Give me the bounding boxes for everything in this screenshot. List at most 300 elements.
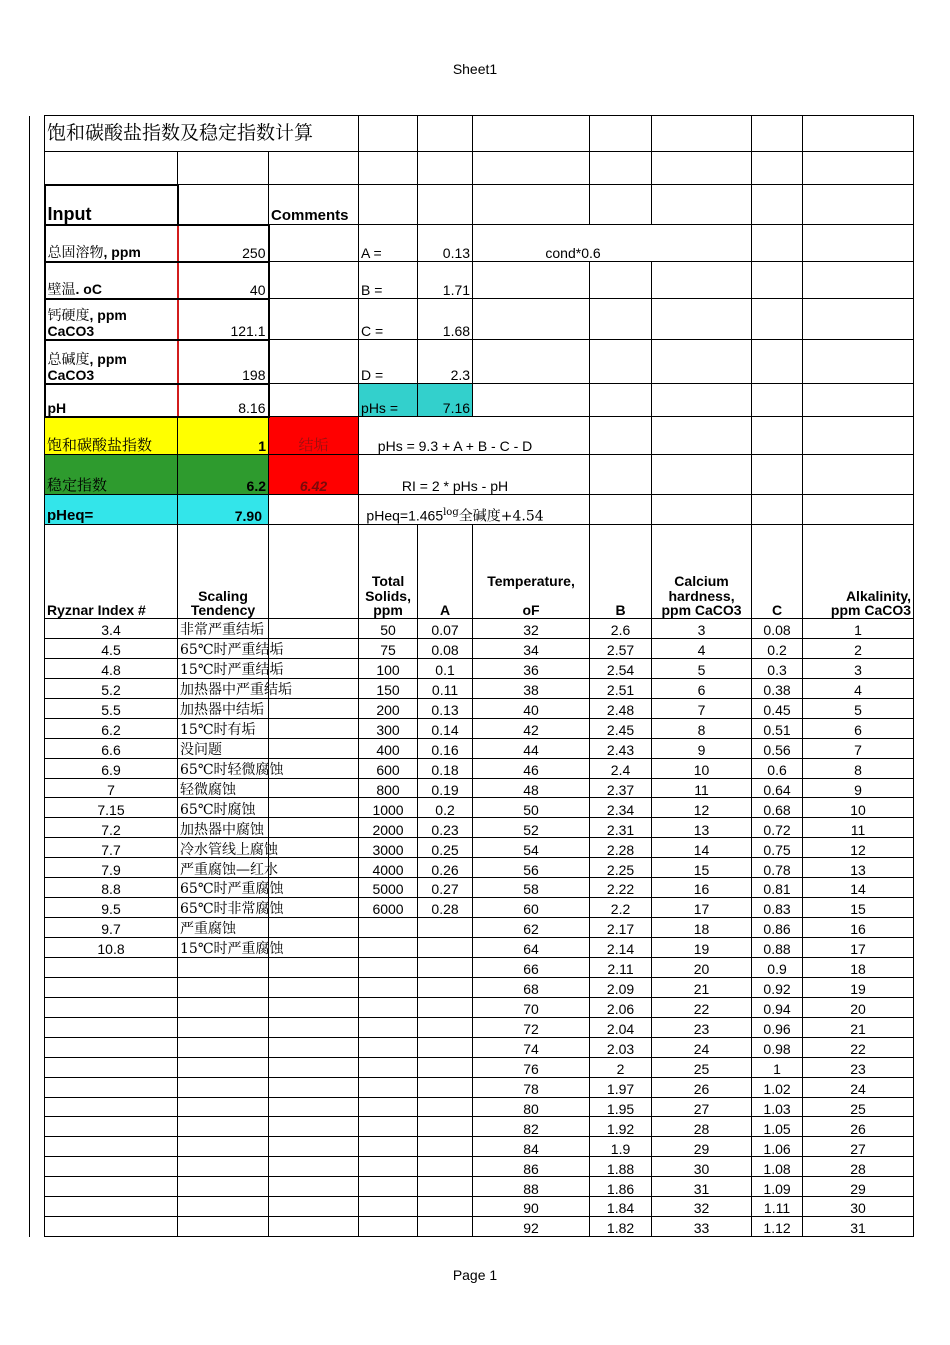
calcium-cell: 20 [652, 957, 752, 977]
blank-cell [269, 997, 359, 1017]
calcium-cell: 18 [652, 918, 752, 938]
input-value-alkalinity[interactable]: 198 [178, 340, 269, 384]
calcium-cell: 25 [652, 1057, 752, 1077]
alkalinity-cell: 29 [803, 1177, 914, 1197]
a-value-cell [418, 1097, 473, 1117]
param-b-value: 1.71 [418, 262, 473, 299]
c-value-cell: 1.09 [752, 1177, 803, 1197]
total-solids-cell: 800 [359, 778, 418, 798]
c-value-cell: 0.92 [752, 977, 803, 997]
total-solids-cell [359, 1157, 418, 1177]
temperature-cell: 36 [473, 658, 590, 678]
gutter-cell [30, 938, 45, 958]
c-value-cell: 1.03 [752, 1097, 803, 1117]
scaling-tendency-cell [178, 1017, 269, 1037]
b-value-cell: 2 [590, 1057, 652, 1077]
gutter-cell [30, 1197, 45, 1217]
a-value-cell [418, 1217, 473, 1237]
ryznar-index-cell: 6.9 [45, 758, 178, 778]
ryznar-index-cell: 3.4 [45, 619, 178, 639]
total-solids-cell: 4000 [359, 858, 418, 878]
calcium-cell: 13 [652, 818, 752, 838]
param-d-label: D = [359, 340, 418, 384]
gutter-cell [30, 658, 45, 678]
alkalinity-cell: 11 [803, 818, 914, 838]
blank-cell [269, 798, 359, 818]
a-value-cell: 0.08 [418, 638, 473, 658]
b-value-cell: 2.54 [590, 658, 652, 678]
total-solids-cell: 200 [359, 698, 418, 718]
scaling-tendency-cell: 加热器中结垢 [178, 698, 269, 718]
blank-cell [269, 718, 359, 738]
scaling-tendency-cell: 65℃时严重结垢 [178, 638, 269, 658]
c-value-cell: 1.02 [752, 1077, 803, 1097]
lookup-row [30, 1177, 914, 1197]
lookup-row [30, 957, 914, 977]
a-value-cell: 0.27 [418, 878, 473, 898]
lookup-row [30, 718, 914, 738]
c-value-cell: 0.51 [752, 718, 803, 738]
blank-cell [269, 1077, 359, 1097]
lsi-value: 1 [178, 417, 269, 455]
spreadsheet-table [29, 115, 914, 1237]
temperature-cell: 66 [473, 957, 590, 977]
temperature-cell: 54 [473, 838, 590, 858]
total-solids-cell [359, 1177, 418, 1197]
param-a-value: 0.13 [418, 225, 473, 262]
ryznar-index-cell: 4.8 [45, 658, 178, 678]
scaling-tendency-cell [178, 957, 269, 977]
ryznar-index-cell: 7.9 [45, 858, 178, 878]
pheq-formula: $pHeq=1.465^{log}$全碱度+4.54 [359, 495, 590, 525]
b-value-cell: 2.03 [590, 1037, 652, 1057]
ryznar-index-cell: 9.5 [45, 898, 178, 918]
a-value-cell [418, 957, 473, 977]
total-solids-cell: 3000 [359, 838, 418, 858]
alkalinity-cell: 28 [803, 1157, 914, 1177]
scaling-tendency-cell: 15℃时严重腐蚀 [178, 938, 269, 958]
c-value-cell: 0.94 [752, 997, 803, 1017]
c-value-cell: 0.2 [752, 638, 803, 658]
a-value-cell: 0.2 [418, 798, 473, 818]
blank-cell [269, 738, 359, 758]
comments-label: Comments [269, 185, 359, 225]
a-value-cell: 0.28 [418, 898, 473, 918]
scaling-tendency-cell [178, 1137, 269, 1157]
input-label-wall-temp: 壁温. oC [45, 262, 178, 299]
lookup-row [30, 1117, 914, 1137]
lookup-row [30, 1037, 914, 1057]
calcium-cell: 28 [652, 1117, 752, 1137]
alkalinity-cell: 5 [803, 698, 914, 718]
col-header-temperature: Temperature, oF [473, 525, 590, 619]
a-value-cell [418, 1117, 473, 1137]
lookup-row [30, 1157, 914, 1177]
scaling-tendency-cell: 65℃时非常腐蚀 [178, 898, 269, 918]
calcium-cell: 8 [652, 718, 752, 738]
total-solids-cell [359, 1077, 418, 1097]
temperature-cell: 52 [473, 818, 590, 838]
c-value-cell: 0.88 [752, 938, 803, 958]
ryznar-index-cell [45, 1017, 178, 1037]
input-label-alkalinity: 总碱度, ppm CaCO3 [45, 340, 178, 384]
blank-cell [269, 858, 359, 878]
temperature-cell: 90 [473, 1197, 590, 1217]
scaling-tendency-cell: 轻微腐蚀 [178, 778, 269, 798]
param-c-label: C = [359, 299, 418, 340]
c-value-cell: 1.08 [752, 1157, 803, 1177]
a-value-cell [418, 1137, 473, 1157]
c-value-cell: 0.86 [752, 918, 803, 938]
gutter-cell [30, 798, 45, 818]
b-value-cell: 1.88 [590, 1157, 652, 1177]
lookup-row [30, 678, 914, 698]
alkalinity-cell: 26 [803, 1117, 914, 1137]
total-solids-cell: 400 [359, 738, 418, 758]
lookup-row [30, 638, 914, 658]
ryznar-index-cell: 7.7 [45, 838, 178, 858]
alkalinity-cell: 20 [803, 997, 914, 1017]
col-header-c: C [752, 525, 803, 619]
temperature-cell: 38 [473, 678, 590, 698]
alkalinity-cell: 17 [803, 938, 914, 958]
gutter-cell [30, 1137, 45, 1157]
calcium-cell: 32 [652, 1197, 752, 1217]
gutter-cell [30, 997, 45, 1017]
scaling-tendency-cell [178, 1197, 269, 1217]
calcium-cell: 33 [652, 1217, 752, 1237]
blank-cell [269, 957, 359, 977]
c-value-cell: 1.06 [752, 1137, 803, 1157]
total-solids-cell: 6000 [359, 898, 418, 918]
c-value-cell: 1.05 [752, 1117, 803, 1137]
scaling-tendency-cell: 加热器中腐蚀 [178, 818, 269, 838]
lookup-row [30, 658, 914, 678]
lookup-row [30, 798, 914, 818]
gutter-cell [30, 619, 45, 639]
calcium-cell: 16 [652, 878, 752, 898]
temperature-cell: 58 [473, 878, 590, 898]
col-header-total-solids: Total Solids, ppm [359, 525, 418, 619]
c-value-cell: 0.64 [752, 778, 803, 798]
input-label: Input [45, 185, 178, 225]
alkalinity-cell: 31 [803, 1217, 914, 1237]
lookup-row [30, 1097, 914, 1117]
blank-cell [269, 1097, 359, 1117]
ph-label: pH [45, 384, 178, 417]
rsi-result: 6.42 [269, 455, 359, 495]
sheet-title: 饱和碳酸盐指数及稳定指数计算 [45, 116, 359, 152]
gutter-cell [30, 758, 45, 778]
c-value-cell: 0.56 [752, 738, 803, 758]
alkalinity-cell: 27 [803, 1137, 914, 1157]
gutter-cell [30, 818, 45, 838]
lookup-row [30, 738, 914, 758]
a-value-cell [418, 997, 473, 1017]
gutter-cell [30, 957, 45, 977]
scaling-tendency-cell [178, 1217, 269, 1237]
calcium-cell: 11 [652, 778, 752, 798]
a-value-cell: 0.23 [418, 818, 473, 838]
calcium-cell: 19 [652, 938, 752, 958]
alkalinity-cell: 30 [803, 1197, 914, 1217]
calcium-cell: 3 [652, 619, 752, 639]
col-header-calcium: Calcium hardness, ppm CaCO3 [652, 525, 752, 619]
blank-cell [269, 1137, 359, 1157]
b-value-cell: 1.86 [590, 1177, 652, 1197]
gutter-cell [30, 778, 45, 798]
input-value-calcium[interactable]: 121.1 [178, 299, 269, 340]
ryznar-index-cell [45, 1097, 178, 1117]
total-solids-cell [359, 938, 418, 958]
calcium-cell: 30 [652, 1157, 752, 1177]
b-value-cell: 2.04 [590, 1017, 652, 1037]
alkalinity-cell: 3 [803, 658, 914, 678]
col-header-scaling: Scaling Tendency [178, 525, 269, 619]
lookup-row [30, 878, 914, 898]
ryznar-index-cell: 9.7 [45, 918, 178, 938]
total-solids-cell [359, 977, 418, 997]
b-value-cell: 2.14 [590, 938, 652, 958]
c-value-cell: 0.98 [752, 1037, 803, 1057]
temperature-cell: 70 [473, 997, 590, 1017]
b-value-cell: 2.06 [590, 997, 652, 1017]
a-value-cell: 0.19 [418, 778, 473, 798]
gutter-cell [30, 977, 45, 997]
a-value-cell: 0.11 [418, 678, 473, 698]
a-value-cell [418, 918, 473, 938]
gutter-cell [30, 698, 45, 718]
blank-cell [269, 1057, 359, 1077]
gutter-cell [30, 1117, 45, 1137]
a-value-cell [418, 1077, 473, 1097]
alkalinity-cell: 13 [803, 858, 914, 878]
col-header-b: B [590, 525, 652, 619]
scaling-tendency-cell: 65℃时腐蚀 [178, 798, 269, 818]
temperature-cell: 84 [473, 1137, 590, 1157]
ryznar-index-cell [45, 1157, 178, 1177]
b-value-cell: 2.45 [590, 718, 652, 738]
input-row-ph [30, 384, 914, 417]
col-header-alkalinity: Alkalinity, ppm CaCO3 [803, 525, 914, 619]
alkalinity-cell: 18 [803, 957, 914, 977]
b-value-cell: 1.92 [590, 1117, 652, 1137]
input-value-tds[interactable]: 250 [178, 225, 269, 262]
lookup-row [30, 898, 914, 918]
rsi-value: 6.2 [178, 455, 269, 495]
gutter-cell [30, 1157, 45, 1177]
scaling-tendency-cell: 非常严重结垢 [178, 619, 269, 639]
total-solids-cell [359, 1097, 418, 1117]
b-value-cell: 2.09 [590, 977, 652, 997]
b-value-cell: 2.22 [590, 878, 652, 898]
total-solids-cell [359, 997, 418, 1017]
calcium-cell: 23 [652, 1017, 752, 1037]
ryznar-index-cell: 6.6 [45, 738, 178, 758]
total-solids-cell [359, 1057, 418, 1077]
scaling-tendency-cell: 冷水管线上腐蚀 [178, 838, 269, 858]
cond-note: cond*0.6 [473, 225, 752, 262]
col-header-ryznar: Ryznar Index # [45, 525, 178, 619]
ryznar-index-cell: 10.8 [45, 938, 178, 958]
blank-cell [269, 918, 359, 938]
blank-cell [269, 838, 359, 858]
scaling-tendency-cell [178, 1177, 269, 1197]
temperature-cell: 82 [473, 1117, 590, 1137]
ryznar-index-cell: 6.2 [45, 718, 178, 738]
lsi-result: 结垢 [269, 417, 359, 455]
c-value-cell: 0.38 [752, 678, 803, 698]
scaling-tendency-cell [178, 977, 269, 997]
c-value-cell: 1.12 [752, 1217, 803, 1237]
lookup-row [30, 938, 914, 958]
input-label-tds: 总固溶物, ppm [45, 225, 178, 262]
blank-cell [269, 1037, 359, 1057]
b-value-cell: 2.31 [590, 818, 652, 838]
param-a-label: A = [359, 225, 418, 262]
calcium-cell: 14 [652, 838, 752, 858]
scaling-tendency-cell: 加热器中严重结垢 [178, 678, 269, 698]
scaling-tendency-cell: 严重腐蚀—红水 [178, 858, 269, 878]
total-solids-cell: 600 [359, 758, 418, 778]
lookup-row [30, 977, 914, 997]
alkalinity-cell: 19 [803, 977, 914, 997]
lsi-label: 饱和碳酸盐指数 [45, 417, 178, 455]
blank-cell [269, 1197, 359, 1217]
ryznar-index-cell [45, 1217, 178, 1237]
calcium-cell: 12 [652, 798, 752, 818]
input-row-alkalinity [30, 340, 914, 384]
alkalinity-cell: 9 [803, 778, 914, 798]
calcium-cell: 9 [652, 738, 752, 758]
blank-cell [269, 619, 359, 639]
b-value-cell: 2.48 [590, 698, 652, 718]
b-value-cell: 1.9 [590, 1137, 652, 1157]
calcium-cell: 4 [652, 638, 752, 658]
input-row-tds [30, 225, 914, 262]
total-solids-cell [359, 1017, 418, 1037]
b-value-cell: 1.97 [590, 1077, 652, 1097]
lookup-row [30, 858, 914, 878]
lookup-row [30, 997, 914, 1017]
temperature-cell: 76 [473, 1057, 590, 1077]
b-value-cell: 2.34 [590, 798, 652, 818]
temperature-cell: 86 [473, 1157, 590, 1177]
calcium-cell: 10 [652, 758, 752, 778]
calcium-cell: 5 [652, 658, 752, 678]
b-value-cell: 2.37 [590, 778, 652, 798]
b-value-cell: 2.57 [590, 638, 652, 658]
total-solids-cell: 75 [359, 638, 418, 658]
gutter-cell [30, 738, 45, 758]
gutter-cell [30, 1037, 45, 1057]
alkalinity-cell: 2 [803, 638, 914, 658]
c-value-cell: 0.81 [752, 878, 803, 898]
lookup-row [30, 778, 914, 798]
lookup-row [30, 1057, 914, 1077]
total-solids-cell: 100 [359, 658, 418, 678]
ryznar-index-cell: 4.5 [45, 638, 178, 658]
temperature-cell: 64 [473, 938, 590, 958]
b-value-cell: 2.51 [590, 678, 652, 698]
ryznar-index-cell: 5.5 [45, 698, 178, 718]
gutter-cell [30, 1017, 45, 1037]
temperature-cell: 88 [473, 1177, 590, 1197]
a-value-cell: 0.13 [418, 698, 473, 718]
calcium-cell: 24 [652, 1037, 752, 1057]
param-d-value: 2.3 [418, 340, 473, 384]
ryznar-index-cell: 5.2 [45, 678, 178, 698]
scaling-tendency-cell: 15℃时严重结垢 [178, 658, 269, 678]
a-value-cell: 0.07 [418, 619, 473, 639]
total-solids-cell [359, 1117, 418, 1137]
lookup-row [30, 1017, 914, 1037]
blank-cell [269, 778, 359, 798]
rsi-label: 稳定指数 [45, 455, 178, 495]
temperature-cell: 80 [473, 1097, 590, 1117]
temperature-cell: 92 [473, 1217, 590, 1237]
total-solids-cell: 5000 [359, 878, 418, 898]
alkalinity-cell: 10 [803, 798, 914, 818]
c-value-cell: 0.68 [752, 798, 803, 818]
phs-label: pHs = [359, 384, 418, 417]
scaling-tendency-cell: 65℃时严重腐蚀 [178, 878, 269, 898]
gutter-cell [30, 878, 45, 898]
b-value-cell: 2.2 [590, 898, 652, 918]
blank-cell [269, 1117, 359, 1137]
a-value-cell: 0.18 [418, 758, 473, 778]
c-value-cell: 0.72 [752, 818, 803, 838]
input-value-wall-temp[interactable]: 40 [178, 262, 269, 299]
temperature-cell: 48 [473, 778, 590, 798]
ph-value[interactable]: 8.16 [178, 384, 269, 417]
scaling-tendency-cell: 65℃时轻微腐蚀 [178, 758, 269, 778]
total-solids-cell: 150 [359, 678, 418, 698]
b-value-cell: 2.6 [590, 619, 652, 639]
temperature-cell: 42 [473, 718, 590, 738]
col-header-a: A [418, 525, 473, 619]
ryznar-index-cell [45, 1117, 178, 1137]
gutter-cell [30, 1217, 45, 1237]
a-value-cell [418, 1017, 473, 1037]
temperature-cell: 56 [473, 858, 590, 878]
a-value-cell: 0.25 [418, 838, 473, 858]
a-value-cell [418, 938, 473, 958]
alkalinity-cell: 12 [803, 838, 914, 858]
total-solids-cell: 2000 [359, 818, 418, 838]
scaling-tendency-cell [178, 1117, 269, 1137]
a-value-cell [418, 1197, 473, 1217]
temperature-cell: 68 [473, 977, 590, 997]
alkalinity-cell: 4 [803, 678, 914, 698]
c-value-cell: 1 [752, 1057, 803, 1077]
alkalinity-cell: 6 [803, 718, 914, 738]
rsi-row [30, 455, 914, 495]
calcium-cell: 29 [652, 1137, 752, 1157]
ryznar-index-cell [45, 1037, 178, 1057]
temperature-cell: 32 [473, 619, 590, 639]
b-value-cell: 2.25 [590, 858, 652, 878]
calcium-cell: 31 [652, 1177, 752, 1197]
b-value-cell: 2.28 [590, 838, 652, 858]
c-value-cell: 0.75 [752, 838, 803, 858]
ryznar-index-cell: 7.15 [45, 798, 178, 818]
temperature-cell: 60 [473, 898, 590, 918]
param-c-value: 1.68 [418, 299, 473, 340]
a-value-cell: 0.14 [418, 718, 473, 738]
calcium-cell: 7 [652, 698, 752, 718]
blank-cell [269, 698, 359, 718]
